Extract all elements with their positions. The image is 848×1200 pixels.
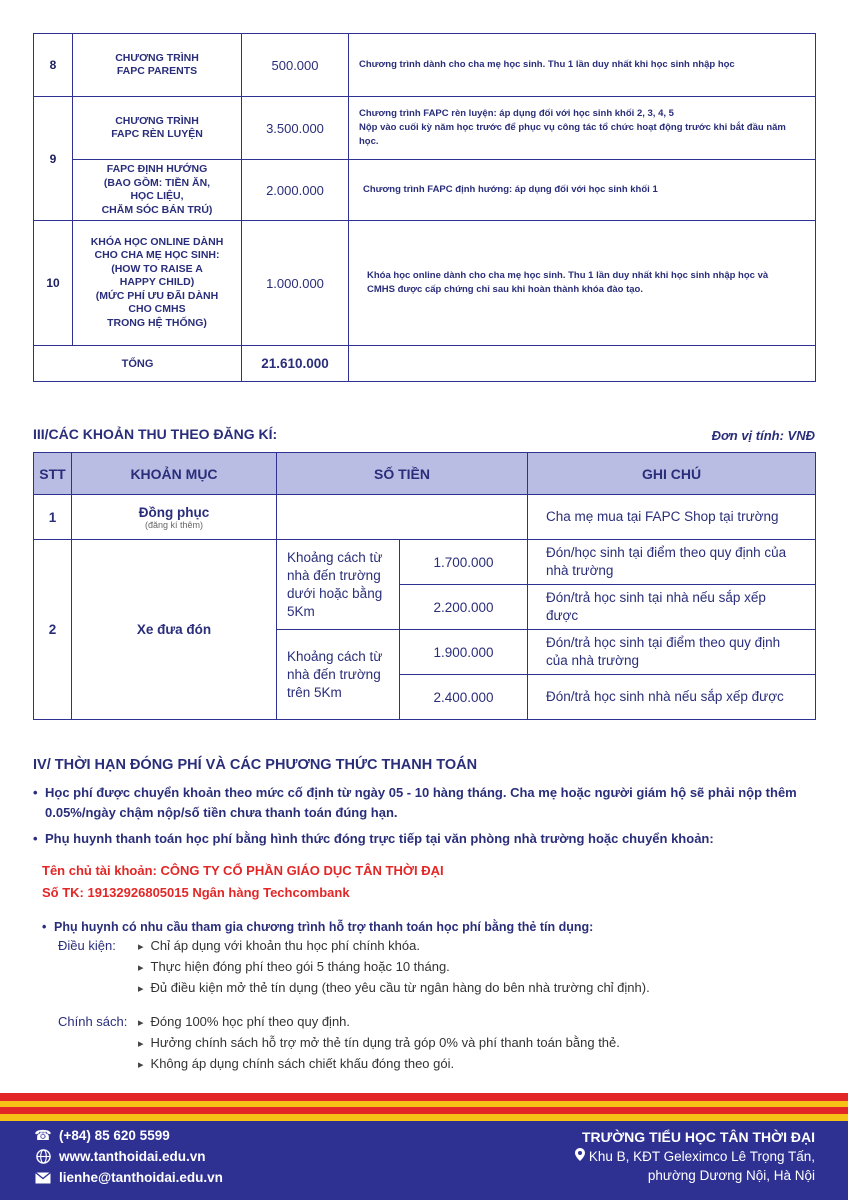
location-pin-icon [575, 1149, 589, 1164]
distance-under-5km: Khoảng cách từ nhà đến trường dưới hoặc bằng 5Km [277, 540, 400, 630]
name-line: FAPC ĐỊNH HƯỚNG [106, 163, 208, 175]
account-number: Số TK: 19132926805015 Ngân hàng Techcombank [42, 885, 350, 900]
name-line: FAPC RÈN LUYỆN [111, 128, 203, 140]
table-row [34, 97, 816, 160]
name-line: HỌC LIỆU, [130, 190, 184, 202]
name-line: FAPC PARENTS [116, 65, 198, 77]
row-amount: 500.000 [242, 34, 349, 97]
row-stt: 10 [34, 221, 73, 346]
bus-amount: 1.700.000 [400, 540, 528, 585]
bus-amount: 2.400.000 [400, 675, 528, 720]
footer-phone[interactable]: (+84) 85 620 5599 [59, 1128, 170, 1143]
footer-contacts [33, 1125, 223, 1188]
table-row [34, 540, 816, 585]
note-line: Khóa học online dành cho cha mẹ học sinh. Thu 1 lần duy nhất khi học sinh nhập học và CMHS được cấp chứng chỉ sau khi hoàn thành khóa đào tạo. [367, 270, 769, 295]
address-line-1: Khu B, KĐT Geleximco Lê Trọng Tấn, [588, 1149, 815, 1164]
footer-yellow-stripe-2 [0, 1114, 848, 1121]
row-name [73, 160, 242, 221]
row-stt: 9 [34, 97, 73, 221]
policy-list [138, 1012, 620, 1075]
list-item: ▸ Thực hiện đóng phí theo gói 5 tháng hoặc 10 tháng. [138, 957, 650, 978]
bullet-icon: • [33, 831, 38, 846]
account-name: Tên chủ tài khoản: CÔNG TY CỔ PHẦN GIÁO DỤC TÂN THỜI ĐẠI [42, 863, 444, 878]
list-item: ▸ Hưởng chính sách hỗ trợ mở thẻ tín dụng trả góp 0% và phí thanh toán bằng thẻ. [138, 1033, 620, 1054]
name-line: CHO CMHS [128, 303, 186, 316]
name-line: (BAO GỒM: TIỀN ĂN, [103, 176, 211, 189]
footer-email-row[interactable] [33, 1167, 223, 1188]
uniform-amount [277, 495, 528, 540]
registration-table [33, 452, 816, 720]
total-row [34, 346, 816, 382]
school-name: TRƯỜNG TIỂU HỌC TÂN THỜI ĐẠI [581, 1129, 815, 1145]
list-item: ▸ Đóng 100% học phí theo quy định. [138, 1012, 620, 1033]
footer-email[interactable]: lienhe@tanthoidai.edu.vn [59, 1170, 223, 1185]
bullet-icon: • [33, 785, 38, 800]
row-amount: 1.000.000 [242, 221, 349, 346]
bus-name: Xe đưa đón [72, 540, 277, 720]
unit-label: Đơn vị tính: VNĐ [711, 428, 815, 443]
section-3-title: III/CÁC KHOẢN THU THEO ĐĂNG KÍ: [33, 426, 278, 442]
footer [0, 1121, 848, 1200]
note-line: Chương trình FAPC định hướng: áp dụng đối với học sinh khối 1 [363, 184, 658, 195]
uniform-note: Cha mẹ mua tại FAPC Shop tại trường [528, 495, 816, 540]
bus-note: Đón/trả học sinh tại điểm theo quy định của nhà trường [528, 630, 816, 675]
row-note [349, 221, 816, 346]
email-icon [33, 1170, 53, 1186]
total-amount: 21.610.000 [242, 346, 349, 382]
conditions-list [138, 936, 650, 999]
row-name [73, 34, 242, 97]
section-4-title: IV/ THỜI HẠN ĐÓNG PHÍ VÀ CÁC PHƯƠNG THỨC THANH TOÁN [33, 757, 478, 773]
name-line: CHĂM SÓC BÁN TRÚ) [101, 203, 213, 216]
note-line: Chương trình dành cho cha mẹ học sinh. Thu 1 lần duy nhất khi học sinh nhập học [359, 59, 735, 70]
footer-red-stripe-2 [0, 1107, 848, 1114]
table-row [34, 495, 816, 540]
footer-red-stripe [0, 1093, 848, 1101]
total-note [349, 346, 816, 382]
row-amount: 3.500.000 [242, 97, 349, 160]
list-item: ▸ Không áp dụng chính sách chiết khấu đóng theo gói. [138, 1054, 620, 1075]
footer-website-row[interactable] [33, 1146, 223, 1167]
note-line: Nộp vào cuối kỳ năm học trước để phục vụ công tác tổ chức hoạt động trước khi bắt đầu năm học. [359, 122, 786, 147]
name-line: CHO CHA MẸ HỌC SINH: [94, 249, 220, 262]
bus-note: Đón/trả học sinh tại nhà nếu sắp xếp được [528, 585, 816, 630]
table-row [34, 221, 816, 346]
header-amount: SỐ TIỀN [277, 453, 528, 495]
name-line: TRONG HỆ THỐNG) [107, 316, 207, 329]
name-line: (MỨC PHÍ ƯU ĐÃI DÀNH [95, 289, 219, 302]
uniform-name-cell [72, 495, 277, 540]
credit-card-text [42, 917, 593, 937]
bus-amount: 2.200.000 [400, 585, 528, 630]
table-header [34, 453, 816, 495]
bus-note: Đón/trả học sinh nhà nếu sắp xếp được [528, 675, 816, 720]
bullet-text: 0.05%/ngày chậm nộp/số tiền chưa thanh toán đúng hạn. [45, 805, 398, 820]
table-row [34, 34, 816, 97]
bullet-text: Học phí được chuyển khoản theo mức cố định từ ngày 05 - 10 hàng tháng. Cha mẹ hoặc người giám hộ sẽ phải nộp thêm [45, 785, 797, 800]
payment-method-text [33, 829, 714, 849]
distance-over-5km: Khoảng cách từ nhà đến trường trên 5Km [277, 630, 400, 720]
footer-website[interactable]: www.tanthoidai.edu.vn [59, 1149, 206, 1164]
phone-icon: ☎ [34, 1127, 52, 1143]
uniform-sub: (đăng kí thêm) [144, 519, 204, 530]
uniform-name: Đồng phục [138, 504, 210, 520]
note-line: Chương trình FAPC rèn luyện: áp dụng đối với học sinh khối 2, 3, 4, 5 [359, 108, 674, 119]
table-row [34, 160, 816, 221]
row-stt: 2 [34, 540, 72, 720]
policy-label: Chính sách: [58, 1014, 128, 1029]
footer-address [575, 1128, 815, 1185]
address-line-2: phường Dương Nội, Hà Nội [647, 1168, 815, 1183]
payment-deadline-text [33, 783, 797, 823]
row-note [349, 160, 816, 221]
header-item: KHOẢN MỤC [72, 453, 277, 495]
name-line: HAPPY CHILD) [119, 276, 195, 289]
footer-phone-row[interactable] [33, 1125, 223, 1146]
total-label: TỔNG [34, 346, 242, 382]
row-name [73, 97, 242, 160]
fee-table [33, 33, 816, 382]
conditions-label: Điều kiện: [58, 938, 116, 953]
list-item: ▸ Đủ điều kiện mở thẻ tín dụng (theo yêu cầu từ ngân hàng do bên nhà trường chỉ định). [138, 978, 650, 999]
name-line: (HOW TO RAISE A [111, 262, 203, 275]
row-stt: 8 [34, 34, 73, 97]
row-amount: 2.000.000 [242, 160, 349, 221]
bullet-icon: • [42, 920, 47, 934]
header-note: GHI CHÚ [528, 453, 816, 495]
globe-icon [33, 1149, 53, 1165]
bullet-text: Phụ huynh thanh toán học phí bằng hình thức đóng trực tiếp tại văn phòng nhà trường hoặc chuyển khoản: [45, 831, 714, 846]
header-stt: STT [34, 453, 72, 495]
name-line: CHƯƠNG TRÌNH [115, 114, 199, 127]
row-note [349, 34, 816, 97]
address-line-1-row [575, 1147, 815, 1166]
row-note [349, 97, 816, 160]
list-item: ▸ Chỉ áp dụng với khoản thu học phí chính khóa. [138, 936, 650, 957]
name-line: CHƯƠNG TRÌNH [115, 51, 199, 64]
name-line: KHÓA HỌC ONLINE DÀNH [90, 235, 224, 248]
row-name [73, 221, 242, 346]
bus-amount: 1.900.000 [400, 630, 528, 675]
row-stt: 1 [34, 495, 72, 540]
bus-note: Đón/học sinh tại điểm theo quy định của nhà trường [528, 540, 816, 585]
bullet-text: Phụ huynh có nhu cầu tham gia chương trình hỗ trợ thanh toán học phí bằng thẻ tín dụng: [54, 920, 594, 934]
